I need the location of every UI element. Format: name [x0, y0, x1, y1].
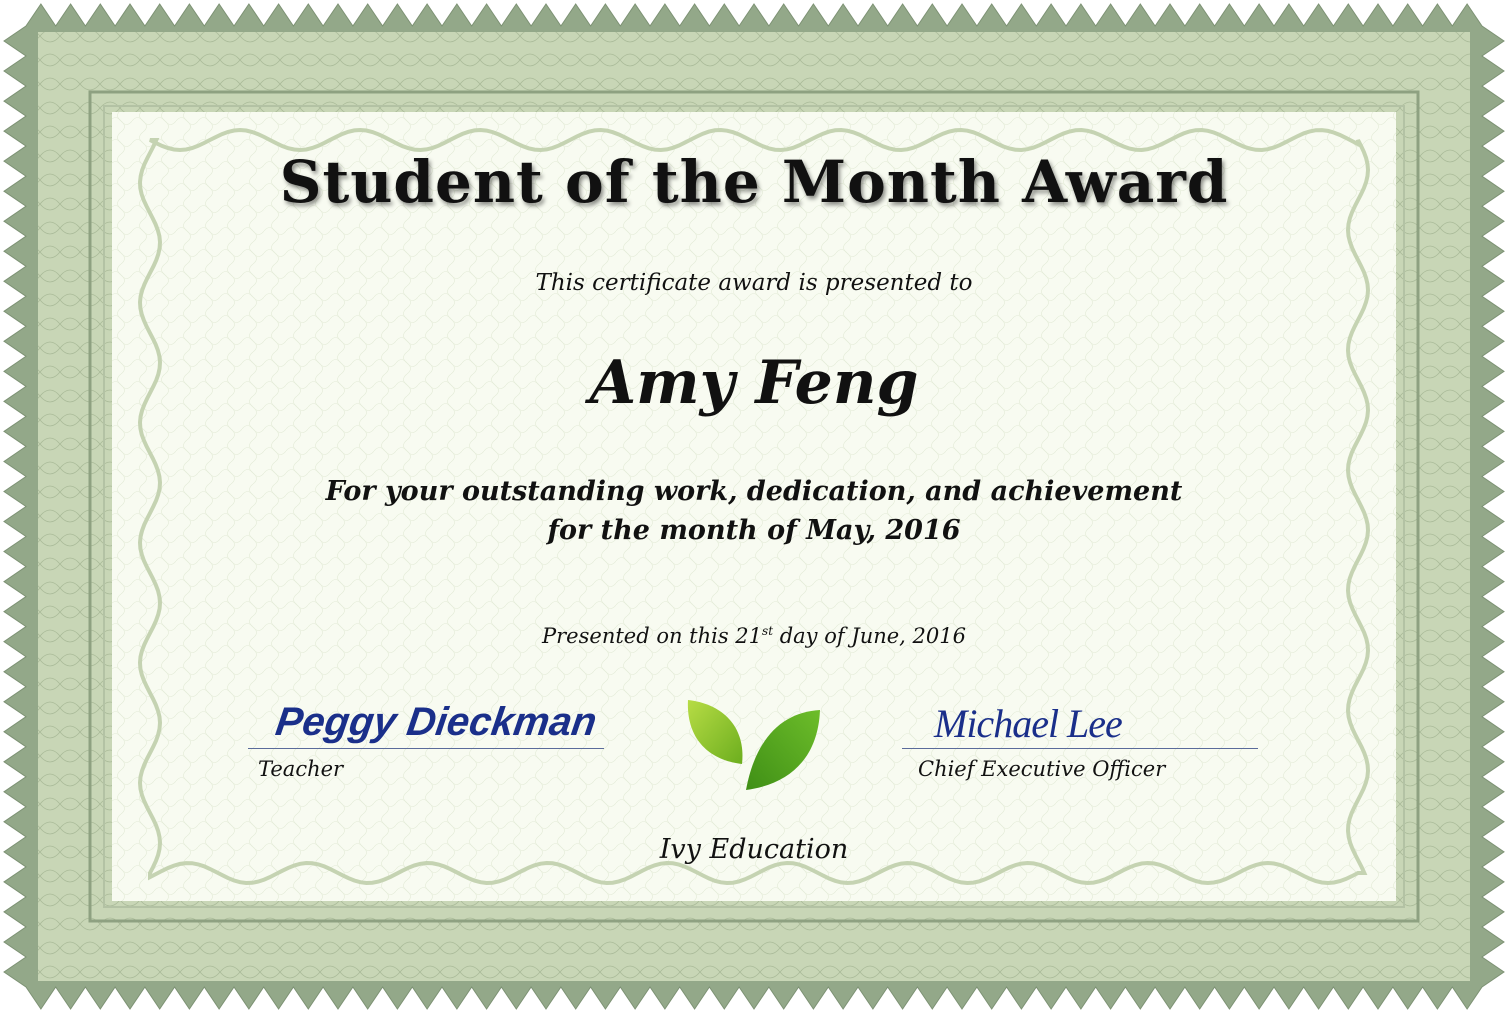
teacher-signature: Peggy Dieckman — [272, 700, 600, 744]
reason-line-1: For your outstanding work, dedication, and achievement — [325, 476, 1183, 507]
ceo-signature-line — [902, 748, 1258, 749]
organization-name: Ivy Education — [659, 834, 849, 865]
ceo-signature: Michael Lee — [934, 701, 1122, 746]
recipient-name: Amy Feng — [589, 348, 919, 418]
certificate-title: Student of the Month Award — [279, 148, 1229, 216]
teacher-signature-line — [248, 748, 604, 749]
leaf-left — [688, 700, 743, 764]
intro-text: This certificate award is presented to — [535, 270, 973, 296]
leaf-right — [746, 710, 820, 790]
presented-prefix: Presented on this 21 — [542, 624, 763, 648]
presented-ordinal: st — [762, 624, 774, 638]
leaf-icon — [680, 694, 828, 794]
ceo-role: Chief Executive Officer — [918, 757, 1166, 781]
teacher-role: Teacher — [258, 757, 344, 781]
presented-date — [0, 624, 1508, 648]
presented-suffix: day of June, 2016 — [773, 624, 966, 648]
reason-line-2: for the month of May, 2016 — [547, 515, 961, 546]
